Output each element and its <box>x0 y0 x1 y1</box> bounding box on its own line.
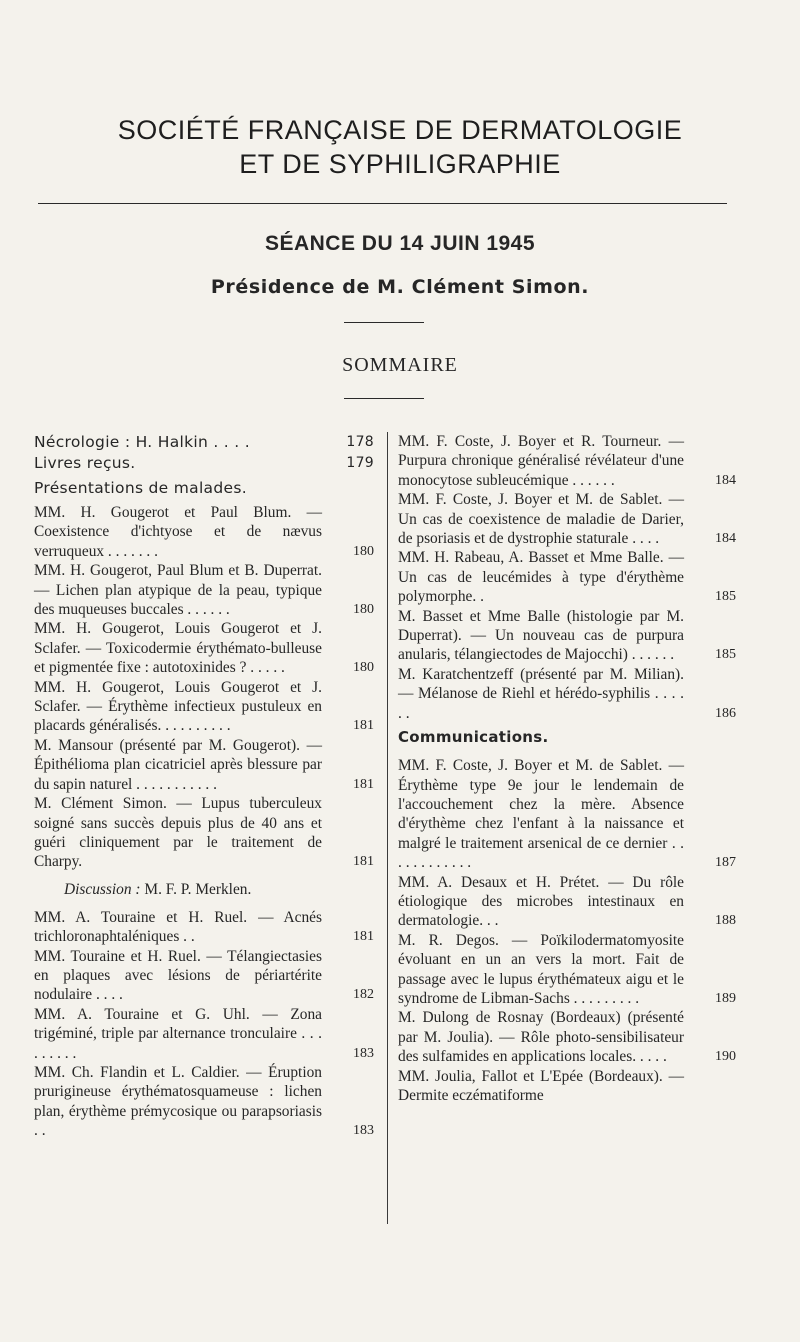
communications-heading: Communications. <box>398 728 549 747</box>
list-item: MM. A. Touraine et G. Uhl. — Zona trigéminé, triple par alternance tronculaire . . . . . . . . . 183 <box>34 1005 374 1062</box>
column-divider <box>387 432 388 1224</box>
page-number: 179 <box>346 455 374 471</box>
discussion-line <box>34 880 374 900</box>
livres-entry: Livres reçus. 179 <box>34 454 374 472</box>
discussion-label: Discussion : <box>64 880 141 898</box>
society-title-line1: SOCIÉTÉ FRANÇAISE DE DERMATOLOGIE <box>117 115 683 145</box>
list-item: MM. A. Desaux et H. Prétet. — Du rôle étiologique des microbes intestinaux en dermatologie. . . 188 <box>398 873 736 930</box>
summary-heading: SOMMAIRE <box>342 354 458 376</box>
list-item: M. Clément Simon. — Lupus tuberculeux soigné sans succès depuis plus de 40 ans et guéri cliniquement par le traitement de Charpy. 181 <box>34 795 374 871</box>
list-item: M. Karatchentzeff (présenté par M. Milian). — Mélanose de Riehl et hérédo-syphilis . . . . . . 186 <box>398 665 736 722</box>
short-rule-bottom <box>344 398 424 399</box>
list-item: MM. Ch. Flandin et L. Caldier. — Éruption prurigineuse érythématosquameuse : lichen plan, érythème prémycosique ou parapsoriasis . . 183 <box>34 1063 374 1140</box>
list-item: M. Dulong de Rosnay (Bordeaux) (présenté par M. Joulia). — Rôle photo-sensibilisateur des sulfamides en applications locales. . . . . 190 <box>398 1009 736 1066</box>
right-column <box>398 432 736 1105</box>
presidency-line: Présidence de M. Clément Simon. <box>210 276 590 298</box>
discussion-name: M. F. P. Merklen. <box>144 880 252 898</box>
list-item: MM. F. Coste, J. Boyer et M. de Sablet. — Un cas de coexistence de maladie de Darier, de psoriasis et de dystrophie staturale . . . . 184 <box>398 491 736 548</box>
society-title-line2: ET DE SYPHILIGRAPHIE <box>239 149 561 179</box>
page-number: 178 <box>346 434 374 450</box>
list-item: MM. Joulia, Fallot et L'Epée (Bordeaux). — Dermite eczématiforme <box>398 1067 684 1104</box>
list-item: MM. H. Gougerot et Paul Blum. — Coexistence d'ichtyose et de nævus verruqueux . . . . . . . 180 <box>34 504 374 560</box>
list-item: MM. H. Gougerot, Louis Gougerot et J. Sclafer. — Érythème infectieux pustuleux en placards généralisés. . . . . . . . . . 181 <box>34 678 374 735</box>
list-item: MM. F. Coste, J. Boyer et R. Tourneur. — Purpura chronique généralisé révélateur d'une monocytose subleucémique . . . . . . 184 <box>398 433 736 489</box>
list-item: MM. A. Touraine et H. Ruel. — Acnés trichloronaphtaléniques . . 181 <box>34 908 374 946</box>
list-item: MM. H. Gougerot, Louis Gougerot et J. Sclafer. — Toxicodermie érythémato-bulleuse et pigmentée fixe : autotoxinides ? . . . . . 180 <box>34 620 374 677</box>
list-item: M. Mansour (présenté par M. Gougerot). — Épithélioma plan cicatriciel après blessure par du sapin naturel . . . . . . . . . . . 181 <box>34 736 374 793</box>
list-item: MM. F. Coste, J. Boyer et M. de Sablet. — Érythème type 9e jour le lendemain de l'accouchement chez la mère. Absence d'érythème chez l'enfant à la naissance et malgré le traitement arsenical de ce dernier . . . . . . . . . . . . 187 <box>398 757 736 872</box>
presentations-heading: Présentations de malades. <box>34 479 247 497</box>
list-item: MM. Touraine et H. Ruel. — Télangiectasies en plaques avec lésions de périartérite nodulaire . . . . 182 <box>34 947 374 1004</box>
session-date: SÉANCE DU 14 JUIN 1945 <box>264 232 536 255</box>
list-item: MM. H. Rabeau, A. Basset et Mme Balle. — Un cas de leucémides à type d'érythème polymorphe. . 185 <box>398 549 736 606</box>
list-item: MM. H. Gougerot, Paul Blum et B. Duperrat. — Lichen plan atypique de la peau, typique des muqueuses buccales . . . . . . 180 <box>34 562 374 619</box>
short-rule-top <box>344 322 424 323</box>
list-item: M. Basset et Mme Balle (histologie par M. Duperrat). — Un nouveau cas de purpura anularis, télangiectodes de Majocchi) . . . . . . 185 <box>398 607 736 664</box>
header-rule <box>38 203 727 204</box>
left-column <box>34 432 374 1141</box>
list-item: M. R. Degos. — Poïkilodermatomyosite évoluant en un an vers la mort. Fait de passage avec le lupus érythémateux aigu et le syndrome de Libman-Sachs . . . . . . . . . 189 <box>398 931 736 1007</box>
necrologie-entry: Nécrologie : H. Halkin . . . . 178 <box>34 433 374 451</box>
